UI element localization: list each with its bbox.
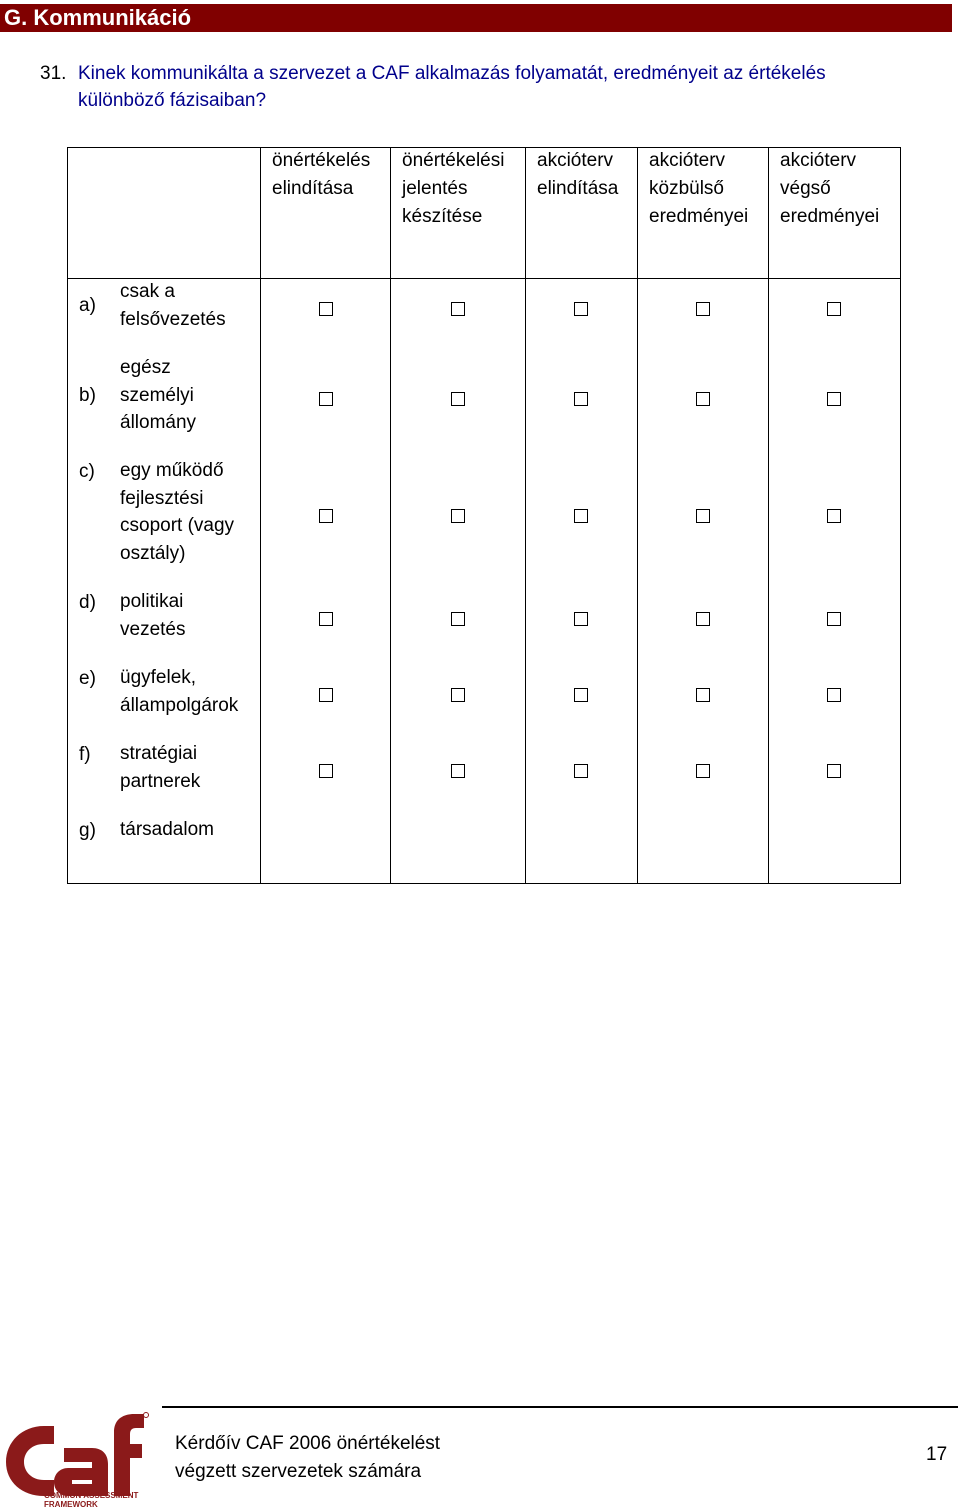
row-label-f: stratégiai partnerek [120,743,201,792]
table-divider [637,147,638,884]
checkbox-c-1[interactable] [319,509,333,523]
checkbox-d-1[interactable] [319,612,333,626]
table-border-right [900,147,901,884]
section-header [0,4,952,32]
checkbox-a-1[interactable] [319,302,333,316]
checkbox-c-4[interactable] [696,509,710,523]
checkbox-f-1[interactable] [319,764,333,778]
checkbox-b-2[interactable] [451,392,465,406]
row-letter-g: g) [79,820,96,841]
checkbox-a-3[interactable] [574,302,588,316]
column-header-4: akcióterv közbülső eredményei [649,150,749,227]
question-text-line2: különböző fázisaiban? [78,90,267,111]
checkbox-d-4[interactable] [696,612,710,626]
row-letter-b: b) [79,385,96,406]
table-divider [525,147,526,884]
checkbox-c-2[interactable] [451,509,465,523]
checkbox-e-5[interactable] [827,688,841,702]
row-label-e: ügyfelek, állampolgárok [120,667,239,716]
row-label-b: egész személyi állomány [120,357,197,433]
row-label-d: politikai vezetés [120,591,186,640]
row-letter-f: f) [79,744,91,765]
checkbox-d-5[interactable] [827,612,841,626]
checkbox-a-2[interactable] [451,302,465,316]
footer-divider [162,1406,958,1408]
footer-text [175,1430,440,1486]
checkbox-f-2[interactable] [451,764,465,778]
question [40,60,920,114]
column-header-2: önértékelési jelentés készítése [402,150,505,227]
checkbox-f-4[interactable] [696,764,710,778]
checkbox-e-2[interactable] [451,688,465,702]
checkbox-e-4[interactable] [696,688,710,702]
section-title: G. Kommunikáció [4,5,192,30]
table-divider [390,147,391,884]
footer-line-2: végzett szervezetek számára [175,1461,422,1482]
checkbox-d-2[interactable] [451,612,465,626]
table-border-left [67,147,68,884]
row-label-c: egy működő fejlesztési csoport (vagy osztály) [120,460,235,564]
question-text-line1: Kinek kommunikálta a szervezet a CAF alkalmazás folyamatát, eredményeit az értékelés [78,63,826,84]
checkbox-f-3[interactable] [574,764,588,778]
checkbox-b-1[interactable] [319,392,333,406]
checkbox-f-5[interactable] [827,764,841,778]
column-header-3: akcióterv elindítása [537,150,619,199]
row-label-g: társadalom [120,819,214,840]
row-letter-c: c) [79,461,95,482]
row-letter-e: e) [79,668,96,689]
answer-table [67,147,901,884]
checkbox-e-3[interactable] [574,688,588,702]
row-letter-d: d) [79,592,96,613]
checkbox-e-1[interactable] [319,688,333,702]
checkbox-b-4[interactable] [696,392,710,406]
table-divider [768,147,769,884]
checkbox-c-5[interactable] [827,509,841,523]
checkbox-c-3[interactable] [574,509,588,523]
column-header-1: önértékelés elindítása [272,150,371,199]
table-divider [260,147,261,884]
table-border-bottom [67,883,901,884]
column-header-5: akcióterv végső eredményei [780,150,880,227]
logo-caption: COMMON ASSESSMENT FRAMEWORK [44,1491,139,1509]
checkbox-a-5[interactable] [827,302,841,316]
row-label-a: csak a felsővezetés [120,281,226,330]
page-number: 17 [926,1444,948,1465]
checkbox-b-5[interactable] [827,392,841,406]
question-number: 31. [40,63,67,84]
checkbox-a-4[interactable] [696,302,710,316]
checkbox-b-3[interactable] [574,392,588,406]
footer-line-1: Kérdőív CAF 2006 önértékelést [175,1433,441,1454]
checkbox-d-3[interactable] [574,612,588,626]
row-letter-a: a) [79,295,96,316]
